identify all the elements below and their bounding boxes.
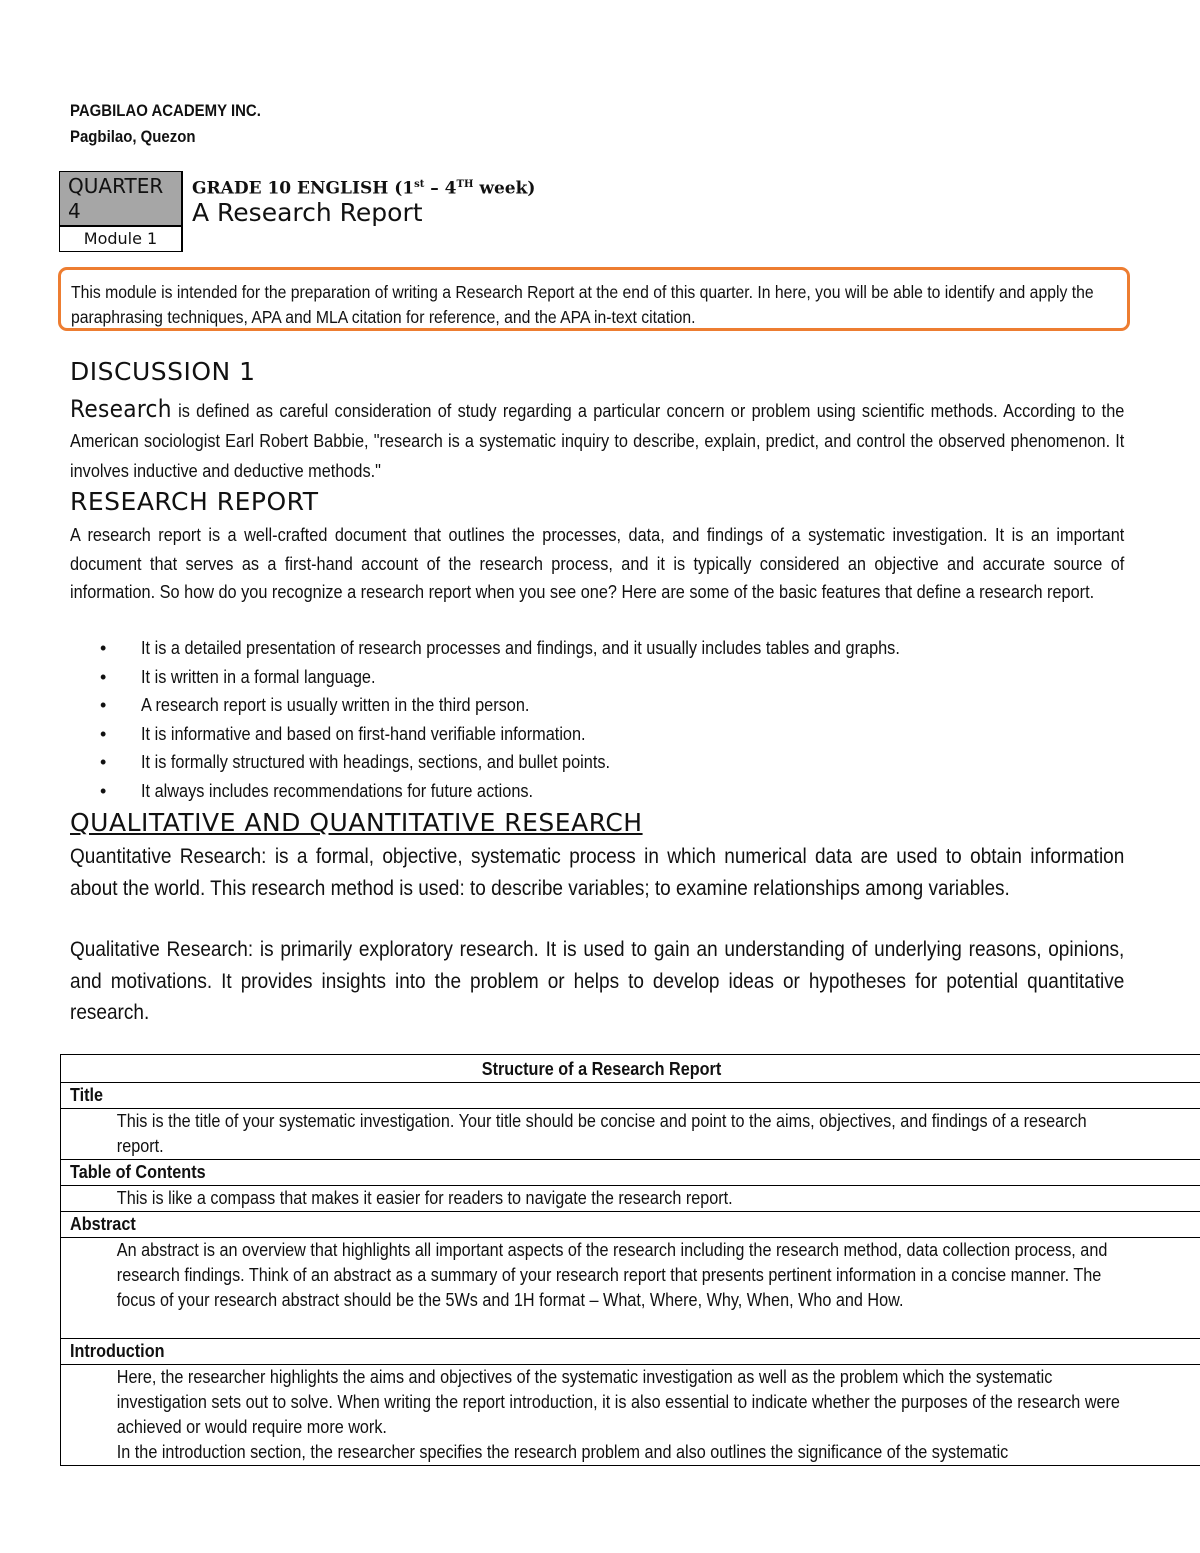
grade-sup-first: st: [414, 179, 425, 190]
bullet-icon: •: [100, 638, 107, 658]
intro-box: [58, 267, 1130, 331]
grade-prefix: GRADE 10 ENGLISH (1: [192, 178, 415, 199]
table-row: [61, 1083, 1200, 1109]
bullet-icon: •: [100, 780, 107, 801]
grade-sup-second: TH: [456, 179, 474, 190]
research-report-paragraph: A research report is a well-crafted document that outlines the processes, data, and findings of a systematic investigation. It is an important document that serves as a first-hand account of the research process, and it is typically considered an objective and accurate source of information. So how do you recognize a research report when you see one? Here are some of the basic features that define a research report.: [70, 525, 1125, 602]
section-description: An abstract is an overview that highlights all important aspects of the research including the research method, data collection process, and research findings. Think of an abstract as a summary of your research report that presents pertinent information in a concise manner. The focus of your research abstract should be the 5Ws and 1H format – What, Where, Why, When, Who and How.: [116, 1240, 1108, 1310]
discussion-paragraph: [70, 394, 1124, 486]
bullet-icon: •: [100, 695, 107, 716]
list-item: • It is a detailed presentation of research processes and findings, and it usually includes tables and graphs.: [100, 634, 980, 663]
table-row: [61, 1160, 1200, 1186]
header-divider: [182, 171, 183, 252]
bullet-icon: •: [100, 666, 107, 687]
research-report-heading: RESEARCH REPORT: [70, 487, 319, 516]
table-row: [61, 1186, 1200, 1212]
section-name: Abstract: [70, 1214, 136, 1234]
table-row: [61, 1238, 1200, 1339]
table-row: [61, 1212, 1200, 1238]
discussion-text: is defined as careful consideration of study regarding a particular concern or problem using scientific methods. According to the American sociologist Earl Robert Babbie, "research is a systematic inquiry to describe, explain, predict, and control the observed phenomenon. It involves inductive and deductive methods.": [70, 401, 1125, 481]
section-description: This is like a compass that makes it easier for readers to navigate the research report.: [116, 1188, 733, 1208]
table-row: [61, 1339, 1200, 1365]
section-name: Introduction: [70, 1341, 165, 1361]
section-description: Here, the researcher highlights the aims and objectives of the systematic investigation as well as the problem which the systematic investigation sets out to solve. When writing the report introduction, it is also essential to indicate whether the purposes of the research were achieved or would require more work.: [116, 1367, 1120, 1437]
structure-table: [60, 1054, 1200, 1466]
quarter-box: QUARTER 4: [59, 171, 182, 226]
table-title-cell: [61, 1055, 1200, 1083]
list-item: • It is informative and based on first-hand verifiable information.: [100, 720, 980, 749]
list-item: • A research report is usually written in the third person.: [100, 691, 980, 720]
school-header: [70, 98, 261, 150]
discussion-heading: DISCUSSION 1: [70, 357, 256, 386]
section-description-continued: In the introduction section, the researcher specifies the research problem and also outlines the significance of the systematic: [116, 1442, 1009, 1462]
section-name: Table of Contents: [70, 1162, 206, 1182]
qual-quant-heading: QUALITATIVE AND QUANTITATIVE RESEARCH: [70, 808, 643, 837]
module-label: Module 1: [59, 226, 182, 252]
school-location: Pagbilao, Quezon: [70, 127, 196, 146]
table-row: [61, 1365, 1200, 1466]
qualitative-paragraph: Qualitative Research: is primarily exploratory research. It is used to gain an understanding of underlying reasons, opinions, and motivations. It provides insights into the problem or helps to develop ideas or hypotheses for potential quantitative research.: [70, 938, 1125, 1024]
bullet-icon: •: [100, 723, 107, 744]
grade-mid: – 4: [424, 178, 457, 199]
school-name: PAGBILAO ACADEMY INC.: [70, 101, 261, 120]
list-item: • It is written in a formal language.: [100, 663, 980, 692]
list-item: • It is formally structured with headings, sections, and bullet points.: [100, 748, 980, 777]
section-name: Title: [70, 1085, 104, 1105]
feature-list: [100, 634, 980, 806]
quantitative-paragraph: Quantitative Research: is a formal, objective, systematic process in which numerical data are used to obtain information about the world. This research method is used: to describe variables; to examine relationships among variables.: [70, 845, 1125, 900]
grade-suffix: week): [473, 178, 536, 199]
page-title: A Research Report: [192, 198, 423, 227]
list-item: • It always includes recommendations for future actions.: [100, 777, 980, 806]
table-row: [61, 1109, 1200, 1160]
bullet-icon: •: [100, 752, 107, 773]
table-title: Structure of a Research Report: [481, 1059, 722, 1079]
research-lead-word: Research: [70, 395, 172, 423]
intro-text: This module is intended for the preparation of writing a Research Report at the end of this quarter. In here, you will be able to identify and apply the paraphrasing techniques, APA and MLA citation for reference, and the APA in-text citation.: [71, 282, 1094, 327]
section-description: This is the title of your systematic investigation. Your title should be concise and point to the aims, objectives, and findings of a research report.: [116, 1111, 1087, 1156]
